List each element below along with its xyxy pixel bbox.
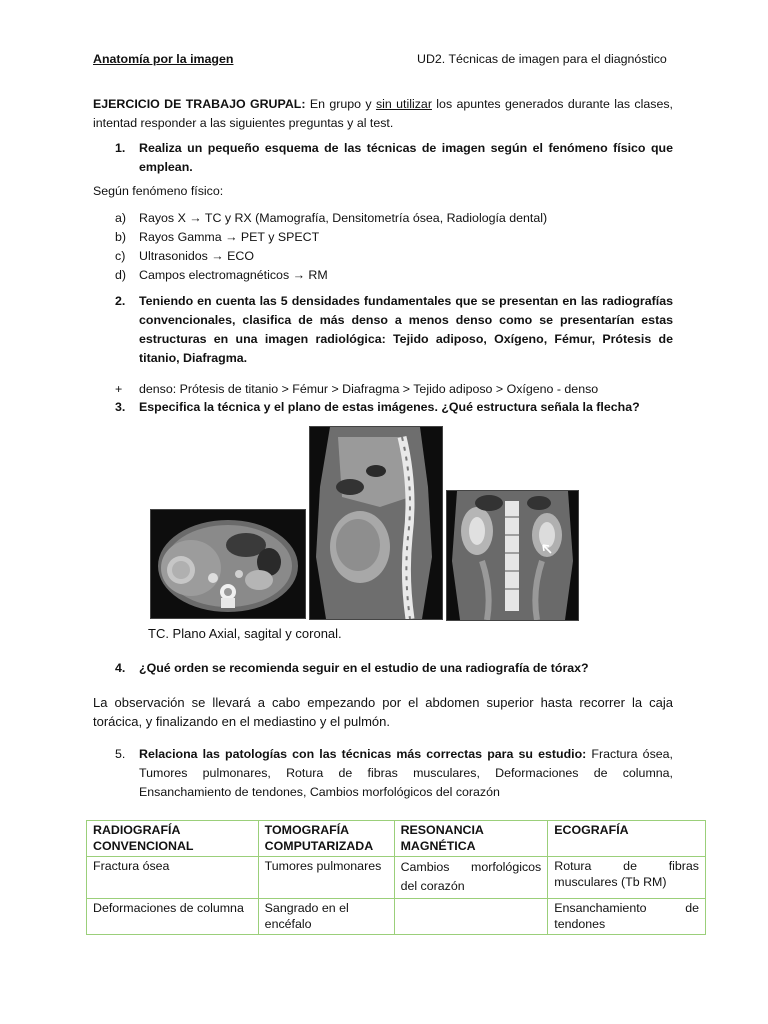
q4-answer: La observación se llevará a cabo empezando por el abdomen superior hasta recorrer la caja torácica, y finalizando en el mediastino y el pulmón. — [93, 695, 673, 729]
ct-axial-graphic — [151, 510, 305, 618]
list-text: Rayos Gamma → PET y SPECT — [139, 230, 320, 244]
list-marker: + — [115, 382, 123, 396]
list-item — [115, 380, 598, 399]
table-cell: Tumores pulmonares — [258, 857, 394, 899]
list-text: Ultrasonidos → ECO — [139, 249, 254, 263]
question-1 — [115, 139, 673, 177]
question-number: 2. — [115, 294, 126, 308]
pathology-table — [86, 820, 706, 935]
intro-pre: En grupo y — [305, 97, 376, 111]
ct-sagittal-image — [309, 426, 443, 620]
table-header-row — [87, 821, 706, 857]
q1-answer-label: Según fenómeno físico: — [93, 184, 224, 198]
list-marker: d) — [115, 268, 127, 282]
ct-coronal-image — [446, 490, 579, 621]
list-text: Rayos X → TC y RX (Mamografía, Densitometría ósea, Radiología dental) — [139, 211, 548, 225]
ct-sagittal-graphic — [310, 427, 442, 619]
intro-underlined: sin utilizar — [375, 97, 432, 111]
question-text — [139, 745, 673, 802]
table-header-cell: ECOGRAFÍA — [548, 821, 706, 857]
q3-caption: TC. Plano Axial, sagital y coronal. — [148, 626, 342, 641]
question-3 — [115, 398, 673, 417]
list-item — [115, 266, 547, 285]
question-2 — [115, 292, 673, 368]
table-header-cell: TOMOGRAFÍA COMPUTARIZADA — [258, 821, 394, 857]
list-marker: c) — [115, 249, 126, 263]
table-cell: Sangrado en el encéfalo — [258, 899, 394, 935]
table-cell: Rotura de fibras musculares (Tb RM) — [548, 857, 706, 899]
q1-answer-list — [115, 209, 547, 285]
question-text: Especifica la técnica y el plano de estas imágenes. ¿Qué estructura señala la flecha? — [139, 400, 640, 414]
intro-label: EJERCICIO DE TRABAJO GRUPAL: — [93, 97, 306, 111]
table-cell — [394, 899, 548, 935]
list-marker: a) — [115, 211, 127, 225]
list-marker: b) — [115, 230, 127, 244]
list-text: Campos electromagnéticos → RM — [139, 268, 328, 282]
list-item — [115, 247, 547, 266]
ct-coronal-graphic — [447, 491, 578, 620]
header-unit: UD2. Técnicas de imagen para el diagnóstico — [417, 52, 667, 66]
question-normal: Fractura ósea, Tumores pulmonares, Rotura de fibras musculares, Deformaciones de columna, Ensanchamiento de tendones, Cambios morfológicos del corazón — [139, 747, 673, 799]
question-number: 1. — [115, 141, 126, 155]
table-row — [87, 899, 706, 935]
question-number: 5. — [115, 747, 126, 761]
intro-paragraph — [93, 95, 673, 133]
list-item — [115, 228, 547, 247]
question-number: 4. — [115, 661, 126, 675]
question-text: Teniendo en cuenta las 5 densidades fundamentales que se presentan en las radiografías convencionales, clasifica de más denso a menos denso como se presentarían estas estructuras en una imagen radiológica: Tejido adiposo, Oxígeno, Fémur, Prótesis de titanio, Diafragma. — [139, 294, 673, 365]
table-cell: Ensanchamiento de tendones — [548, 899, 706, 935]
question-5 — [115, 745, 673, 802]
table-header-cell: RADIOGRAFÍA CONVENCIONAL — [87, 821, 259, 857]
list-item — [115, 209, 547, 228]
question-number: 3. — [115, 400, 126, 414]
question-4 — [115, 659, 673, 678]
question-text: Realiza un pequeño esquema de las técnicas de imagen según el fenómeno físico que emplean. — [139, 141, 673, 174]
table-cell: Fractura ósea — [87, 857, 259, 899]
table-cell: Cambios morfológicos del corazón — [394, 857, 548, 899]
intro-post: los apuntes generados durante las clases, intentad responder a las siguientes preguntas y al test. — [93, 97, 673, 130]
table-row — [87, 857, 706, 899]
header-subject: Anatomía por la imagen — [93, 52, 234, 66]
question-bold: Relaciona las patologías con las técnicas más correctas para su estudio: — [139, 747, 587, 761]
question-text: ¿Qué orden se recomienda seguir en el estudio de una radiografía de tórax? — [139, 661, 589, 675]
table-cell: Deformaciones de columna — [87, 899, 259, 935]
list-text: denso: Prótesis de titanio > Fémur > Diafragma > Tejido adiposo > Oxígeno - denso — [139, 382, 599, 396]
q2-answer — [115, 380, 598, 399]
ct-axial-image — [150, 509, 306, 619]
table-header-cell: RESONANCIA MAGNÉTICA — [394, 821, 548, 857]
